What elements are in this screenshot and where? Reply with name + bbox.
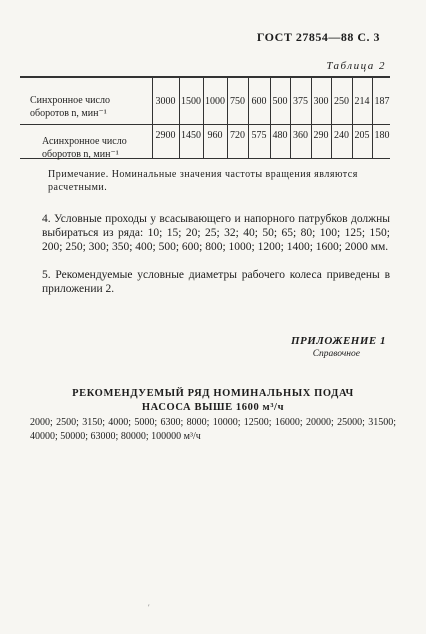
note-text: Примечание. Номинальные значения частоты вращения являются расчетными.: [48, 169, 358, 193]
table-cell: 575: [251, 130, 267, 141]
flow-series: 2000; 2500; 3150; 4000; 5000; 6300; 8000; 10000; 12500; 16000; 20000; 25000; 31500; 40000; 50000; 63000; 80000; 100000 м³/ч: [30, 417, 396, 442]
table-cell: 720: [230, 130, 245, 141]
table-cell: 960: [207, 130, 223, 141]
table-column-divider: [203, 76, 204, 158]
table-top-border: [20, 76, 390, 78]
table-cell: 205: [354, 130, 370, 141]
table-cell: 1000: [205, 96, 225, 107]
table-cell: 375: [293, 96, 308, 107]
table-cell: 360: [293, 130, 308, 141]
table-column-divider: [179, 76, 180, 158]
table-cell: 240: [334, 130, 349, 141]
table-cell: 480: [272, 130, 288, 141]
table-cell: 250: [334, 96, 349, 107]
paragraph-5: 5. Рекомендуемые условные диаметры рабочего колеса приведены в приложении 2.: [42, 269, 390, 295]
appendix-subtitle: Справочное: [312, 349, 360, 359]
standard-header: ГОСТ 27854—88 С. 3: [256, 30, 380, 44]
table-cell: 300: [313, 96, 329, 107]
table-cell: 214: [354, 96, 370, 107]
table-column-divider: [290, 76, 291, 158]
table-cell: 1500: [181, 96, 201, 107]
appendix-title: ПРИЛОЖЕНИЕ 1: [290, 335, 386, 347]
table-cell: 2900: [155, 130, 176, 141]
table-cell: 750: [230, 96, 245, 107]
table-row-label: Асинхронное число оборотов n, мин⁻¹: [42, 136, 127, 160]
table-column-divider: [152, 76, 153, 158]
table-column-divider: [372, 76, 373, 158]
table-cell: 290: [313, 130, 329, 141]
table-column-divider: [270, 76, 271, 158]
section-title-line2: НАСОСА ВЫШЕ 1600 м³/ч: [141, 402, 285, 413]
table-column-divider: [248, 76, 249, 158]
table-cell: 180: [374, 130, 390, 141]
table-cell: 1450: [181, 130, 201, 141]
section-title-line1: РЕКОМЕНДУЕМЫЙ РЯД НОМИНАЛЬНЫХ ПОДАЧ: [72, 388, 354, 399]
table-column-divider: [352, 76, 353, 158]
paragraph-4: 4. Условные проходы у всасывающего и напорного патрубков должны выбираться из ряда: 10; 15; 20; 25; 32; 40; 50; 65; 80; 100; 125; 150; 200; 250; 300; 350; 400; 500; 600; 800; 1000; 1200; 1400; 1600; 2000 мм.: [42, 213, 390, 253]
table-cell: 500: [272, 96, 288, 107]
table-cell: 600: [251, 96, 267, 107]
table-cell: 187: [374, 96, 390, 107]
table-column-divider: [227, 76, 228, 158]
table-cell: 3000: [155, 96, 176, 107]
table-column-divider: [331, 76, 332, 158]
table-label: Таблица 2: [326, 60, 386, 72]
table-row-label: Синхронное число оборотов n, мин⁻¹: [30, 95, 110, 119]
page-mark: ′: [148, 603, 150, 612]
table-column-divider: [311, 76, 312, 158]
table-row-divider: [20, 124, 390, 125]
table-note: [48, 168, 393, 194]
